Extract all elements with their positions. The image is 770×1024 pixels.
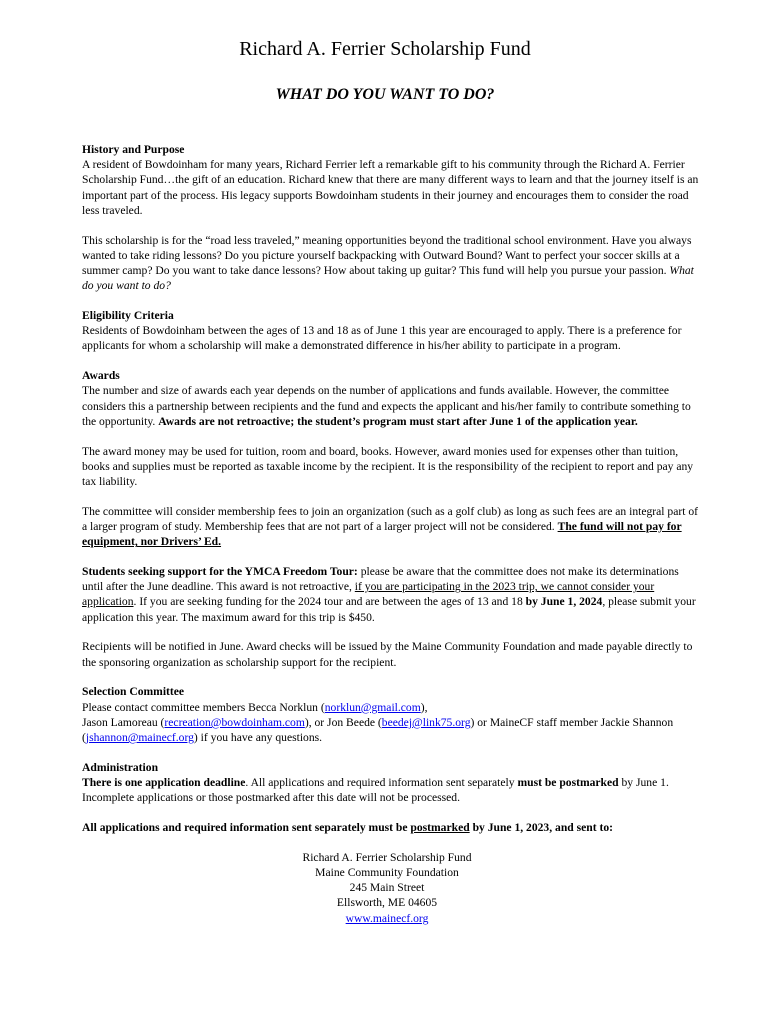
- selection-text-3: Jason Lamoreau (: [82, 715, 165, 729]
- administration-text-2: by June 1. Incomplete applications or those postmarked after this date will not be processed.: [82, 776, 669, 805]
- address-line-3: 245 Main Street: [349, 881, 425, 895]
- final-instructions: [82, 820, 702, 835]
- history-heading: History and Purpose: [82, 143, 185, 156]
- selection-text-5: ) or MaineCF staff member Jackie Shannon (: [82, 715, 674, 745]
- deadline-note: There is one application deadline: [82, 776, 246, 790]
- ymca-paragraph: [82, 564, 702, 625]
- awards-paragraph-5: Recipients will be notified in June. Award checks will be issued by the Maine Community Foundation and made payable directly to the sponsoring organization as scholarship support for the recipient.: [82, 640, 693, 669]
- ymca-date: by June 1, 2024: [525, 595, 603, 609]
- ymca-text-1: please be aware that the committee does not make its determinations until after the June deadline. This award is not retroactive,: [82, 565, 679, 594]
- email-link-beede[interactable]: beedej@link75.org: [381, 715, 471, 729]
- awards-paragraph-3: [82, 504, 702, 550]
- eligibility-heading: Eligibility Criteria: [82, 309, 174, 323]
- administration-paragraph: [82, 775, 702, 805]
- email-link-recreation[interactable]: recreation@bowdoinham.com: [164, 715, 305, 729]
- final-instructions-postmarked: postmarked: [410, 821, 470, 835]
- final-instructions-text-b: by June 1, 2023, and sent to:: [469, 821, 614, 835]
- document-body: [82, 142, 702, 926]
- document-title: Richard A. Ferrier Scholarship Fund: [239, 38, 531, 60]
- ymca-label: Students seeking support for the YMCA Freedom Tour:: [82, 565, 358, 579]
- ymca-underlined-note: if you are participating in the 2023 trip, we cannot consider your application: [82, 580, 655, 609]
- selection-text-6: ) if you have any questions.: [193, 731, 323, 745]
- address-line-2: Maine Community Foundation: [315, 866, 459, 880]
- awards-paragraph-1-text: The number and size of awards each year depends on the number of applications and funds available. However, the committee considers this a partnership between recipients and the fund and expects the applicant and his/her family to contribute something to the opportunity.: [82, 384, 691, 428]
- address-line-1: Richard A. Ferrier Scholarship Fund: [302, 850, 472, 864]
- email-link-shannon[interactable]: jshannon@mainecf.org: [85, 731, 194, 745]
- administration-text-1: . All applications and required information sent separately: [245, 776, 518, 790]
- email-link-norklun[interactable]: norklun@gmail.com: [324, 700, 421, 714]
- ymca-text-3: , please submit your application this year. The maximum award for this trip is $450.: [82, 595, 696, 624]
- awards-paragraph-3-text: The committee will consider membership fees to join an organization (such as a golf club) as long as such fees are an integral part of a larger program of study. Membership fees that are not part of a larger project will not be considered.: [82, 504, 698, 534]
- awards-equipment-note: The fund will not pay for equipment, nor Drivers’ Ed.: [82, 520, 682, 549]
- ymca-text-2: . If you are seeking funding for the 2024 tour and are between the ages of 13 and 18: [133, 595, 526, 609]
- selection-heading: Selection Committee: [82, 685, 185, 699]
- awards-paragraph-1: [82, 383, 702, 429]
- eligibility-paragraph: Residents of Bowdoinham between the ages of 13 and 18 as of June 1 this year are encouraged to apply. There is a preference for applicants for whom a scholarship will make a demonstrated difference in his/her ability to participate in a program.: [82, 324, 682, 353]
- final-instructions-text-a: All applications and required information sent separately must be: [82, 821, 411, 835]
- selection-paragraph: [82, 700, 702, 746]
- selection-text-2: ),: [420, 700, 428, 714]
- postmark-note: must be postmarked: [517, 776, 619, 790]
- awards-retroactive-note: Awards are not retroactive; the student’s program must start after June 1 of the application year.: [158, 414, 638, 428]
- address-line-4: Ellsworth, ME 04605: [336, 896, 438, 910]
- history-paragraph-2: [82, 233, 702, 294]
- mailing-address: [72, 850, 702, 926]
- selection-text-1: Please contact committee members Becca Norklun (: [82, 700, 325, 714]
- website-link[interactable]: www.mainecf.org: [345, 911, 429, 925]
- administration-heading: Administration: [82, 760, 159, 774]
- document-subtitle: WHAT DO YOU WANT TO DO?: [275, 86, 495, 103]
- selection-text-4: ), or Jon Beede (: [304, 715, 382, 729]
- awards-heading: Awards: [82, 369, 120, 383]
- history-paragraph-2-question: What do you want to do?: [82, 264, 694, 293]
- awards-paragraph-2: The award money may be used for tuition, room and board, books. However, award monies used for expenses other than tuition, books and supplies must be reported as taxable income by the recipient. It is the responsibility of the recipient to report and pay any tax liability.: [82, 444, 694, 489]
- history-paragraph-1: A resident of Bowdoinham for many years, Richard Ferrier left a remarkable gift to his community through the Richard A. Ferrier Scholarship Fund…the gift of an education. Richard knew that there are many different ways to learn and that the journey itself is an important part of the process. His legacy supports Bowdoinham students in their journey and encourages them to consider the road less traveled.: [82, 158, 699, 217]
- history-paragraph-2-text: This scholarship is for the “road less traveled,” meaning opportunities beyond the traditional school environment. Have you always wanted to take riding lessons? Do you picture yourself backpacking with Outward Bound? Want to perfect your soccer skills at a summer camp? Do you want to take dance lessons? How about taking up guitar? This fund will help you pursue your passion.: [82, 233, 692, 278]
